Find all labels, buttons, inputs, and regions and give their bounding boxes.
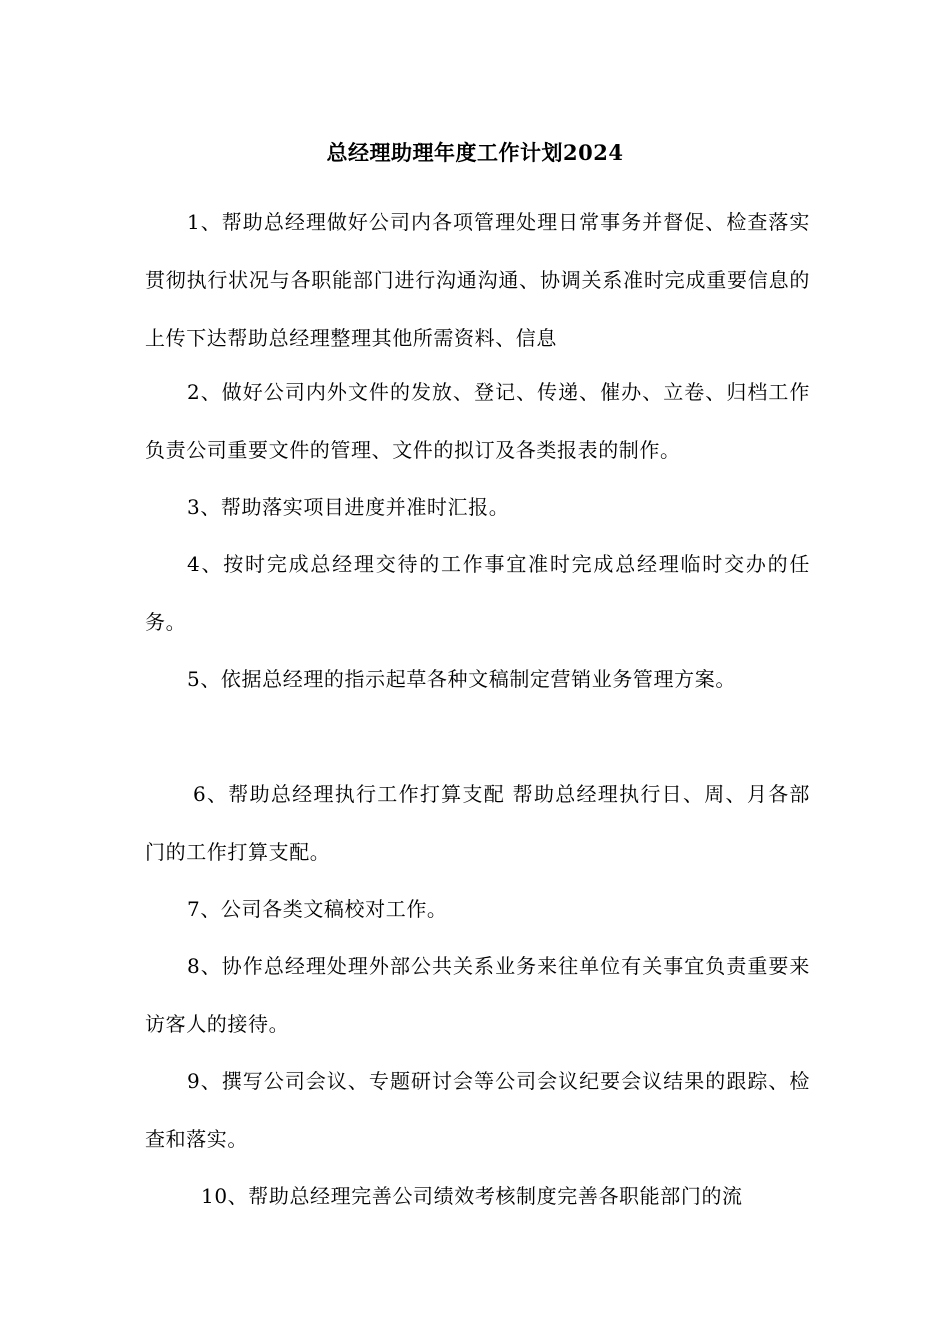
paragraph-10: 10、帮助总经理完善公司绩效考核制度完善各职能部门的流 <box>201 1184 743 1208</box>
paragraph-9: 9、撰写公司会议、专题研讨会等公司会议纪要会议结果的跟踪、检查和落实。 <box>145 1069 810 1151</box>
paragraph-3: 3、帮助落实项目进度并准时汇报。 <box>187 495 510 519</box>
paragraph-1: 1、帮助总经理做好公司内各项管理处理日常事务并督促、检查落实贯彻执行状况与各职能部门进行沟通沟通、协调关系准时完成重要信息的上传下达帮助总经理整理其他所需资料、信息 <box>145 210 810 350</box>
paragraph-8: 8、协作总经理处理外部公共关系业务来往单位有关事宜负责重要来访客人的接待。 <box>145 954 810 1036</box>
paragraph-6: 6、帮助总经理执行工作打算支配 帮助总经理执行日、周、月各部门的工作打算支配。 <box>145 782 810 864</box>
paragraph-2: 2、做好公司内外文件的发放、登记、传递、催办、立卷、归档工作负责公司重要文件的管理、文件的拟订及各类报表的制作。 <box>145 380 810 462</box>
paragraph-7: 7、公司各类文稿校对工作。 <box>187 897 448 921</box>
paragraph-4: 4、按时完成总经理交待的工作事宜准时完成总经理临时交办的任务。 <box>145 552 810 634</box>
paragraph-5: 5、依据总经理的指示起草各种文稿制定营销业务管理方案。 <box>187 667 736 691</box>
document-title: 总经理助理年度工作计划2024 <box>326 140 624 165</box>
